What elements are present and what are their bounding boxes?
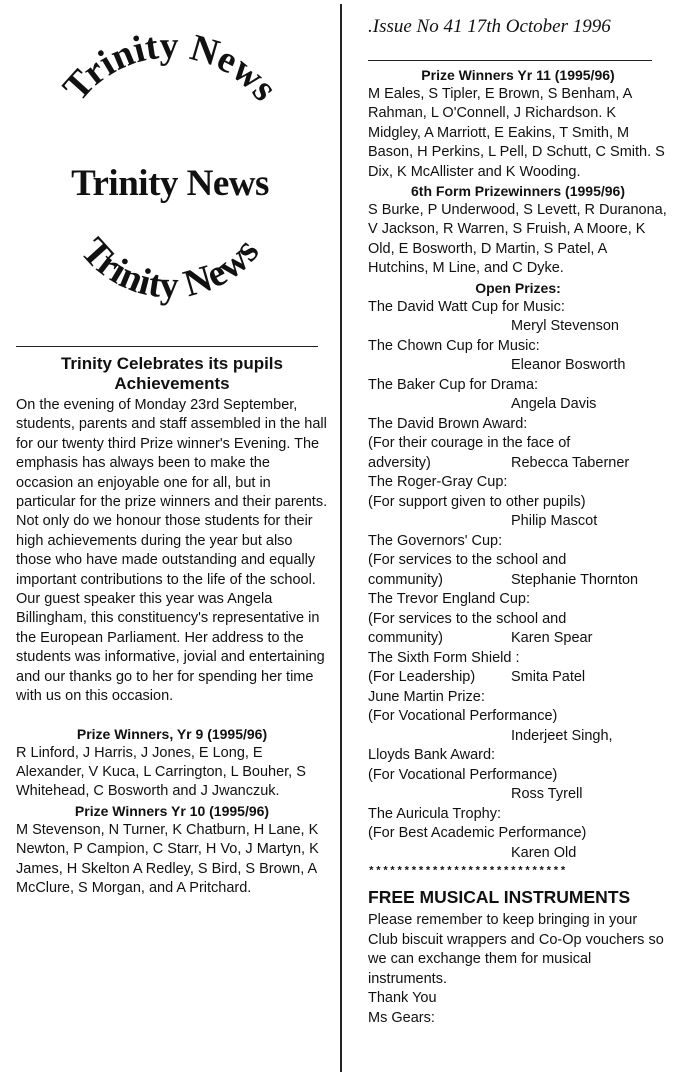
masthead-logo (20, 10, 320, 340)
award-winner: Ross Tyrell (511, 786, 583, 803)
award-name: The Chown Cup for Music: (368, 337, 540, 354)
masthead-title: Trinity News (71, 163, 269, 204)
spacer (16, 707, 328, 725)
award-reason: (For services to the school and (368, 610, 567, 627)
headline-line-1: Trinity Celebrates its pupils (60, 354, 283, 373)
award-row (368, 454, 668, 474)
award-name: Lloyds Bank Award: (368, 747, 496, 764)
award-winner: Karen Old (511, 844, 577, 861)
award-reason: (For Vocational Performance) (368, 766, 558, 783)
award-row (368, 668, 668, 688)
award-winner: Philip Mascot (511, 513, 598, 530)
award-name: The David Brown Award: (368, 415, 528, 432)
article-paragraph-2: Our guest speaker this year was Angela Billingham, this constituency's representative in the European Parliament. Her address to the students was informative, jovial and entertaining and our thanks go to her for spending her time with us on this occasion. (16, 591, 325, 705)
award-name: The David Watt Cup for Music: (368, 298, 565, 315)
award-name: The Governors' Cup: (368, 532, 503, 549)
notice-title: FREE MUSICAL INSTRUMENTS (368, 887, 631, 908)
star-separator: **************************** (368, 866, 567, 879)
award-winner: Smita Patel (511, 669, 586, 686)
award-reason: community) (368, 571, 443, 588)
award-name: The Sixth Form Shield : (368, 649, 520, 666)
notice-body: Please remember to keep bringing in your Club biscuit wrappers and Co-Op vouchers so we can exchange them for musical instruments. (368, 912, 664, 987)
masthead-rule (16, 346, 318, 347)
headline-line-2: Achievements (114, 374, 230, 393)
award-winner: Angela Davis (511, 396, 597, 413)
award-name: The Roger-Gray Cup: (368, 474, 508, 491)
yr10-title: Prize Winners Yr 10 (1995/96) (74, 802, 270, 819)
award-winner: Inderjeet Singh, (511, 727, 613, 744)
award-winner: Rebecca Taberner (511, 454, 630, 471)
open-prizes-title: Open Prizes: (475, 279, 561, 296)
sixth-form-title: 6th Form Prizewinners (1995/96) (411, 183, 625, 200)
award-row (368, 629, 668, 649)
award-reason: (For Leadership) (368, 669, 476, 686)
award-name: The Baker Cup for Drama: (368, 376, 539, 393)
article-headline (16, 354, 328, 394)
award-winner: Eleanor Bosworth (511, 357, 626, 374)
yr9-title: Prize Winners, Yr 9 (1995/96) (76, 725, 268, 742)
award-name: The Auricula Trophy: (368, 805, 501, 822)
award-name: June Martin Prize: (368, 688, 485, 705)
issue-line: .Issue No 41 17th October 1996 (368, 16, 611, 37)
issue-rule (368, 60, 652, 61)
award-reason: (For support given to other pupils) (368, 493, 586, 510)
award-row (368, 571, 668, 591)
right-column (368, 66, 668, 1028)
column-divider (340, 4, 342, 1072)
notice-thanks: Thank You (368, 990, 437, 1007)
award-reason: community) (368, 630, 443, 647)
yr11-names: M Eales, S Tipler, E Brown, S Benham, A Rahman, L O'Connell, J Richardson. K Midgley, A Marriott, E Eakins, T Smith, M Bason, H Perkins, L Pell, D Schutt, C Smith. S Dix, K McAllister and K Wooding. (368, 86, 665, 180)
award-reason: (For services to the school and (368, 552, 567, 569)
award-winner: Stephanie Thornton (511, 571, 639, 588)
award-reason: (For Vocational Performance) (368, 708, 558, 725)
sixth-form-names: S Burke, P Underwood, S Levett, R Duranona, V Jackson, R Warren, S Fruish, A Moore, K Old, E Bosworth, D Martin, S Patel, A Hutchins, M Line, and C Dyke. (368, 202, 667, 277)
left-column (16, 354, 328, 898)
yr11-title: Prize Winners Yr 11 (1995/96) (421, 67, 615, 83)
masthead-arc-bottom: Trinity News (72, 229, 268, 307)
notice-signoff: Ms Gears: (368, 1009, 435, 1026)
award-name: The Trevor England Cup: (368, 591, 531, 608)
award-winner: Karen Spear (511, 630, 593, 647)
masthead-arc-top: Trinity News (54, 24, 286, 109)
award-reason: adversity) (368, 454, 431, 471)
award-reason: (For Best Academic Performance) (368, 825, 587, 842)
article-paragraph-1: On the evening of Monday 23rd September, students, parents and staff assembled in the hall for our twenty third Prize winner's Evening. The emphasis has always been to make the occasion an enjoyable one for all, but in particular for the prize winners and their parents. Not only do we honour those students for their high achievements during the year but also those who have made outstanding and equally important contributions to the life of the school. (16, 397, 328, 588)
award-winner: Meryl Stevenson (511, 318, 619, 335)
award-reason: (For their courage in the face of (368, 435, 571, 452)
yr9-names: R Linford, J Harris, J Jones, E Long, E Alexander, V Kuca, L Carrington, L Bouher, S Whitehead, C Bosworth and J Jwanczuk. (16, 744, 306, 800)
yr10-names: M Stevenson, N Turner, K Chatburn, H Lane, K Newton, P Campion, C Starr, H Vo, J Martyn, K James, H Skelton A Redley, S Bird, S Brown, A McClure, S Morgan, and A Pritchard. (16, 821, 319, 896)
